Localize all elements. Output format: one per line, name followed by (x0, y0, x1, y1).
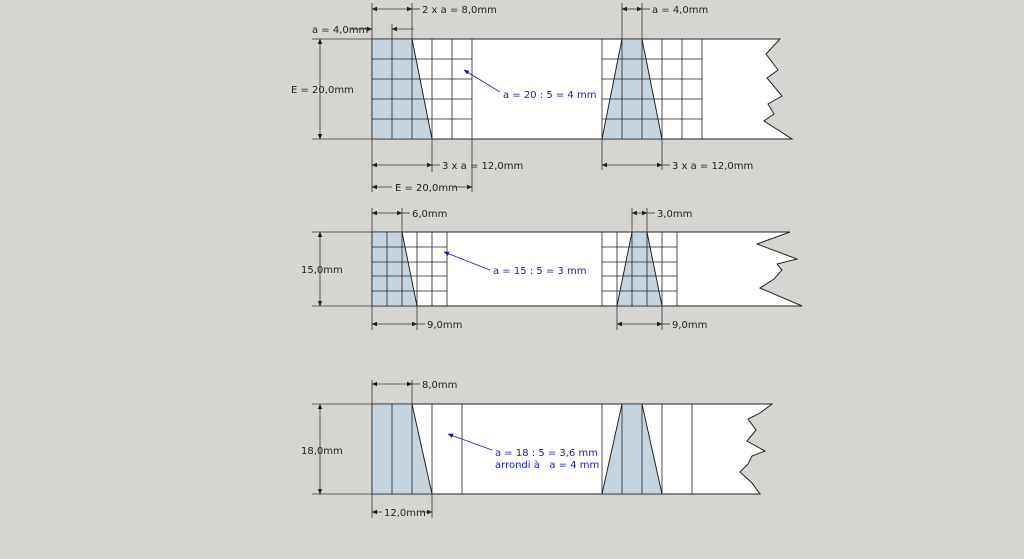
note-3-line-1: a = 18 : 5 = 3,6 mm (495, 448, 598, 459)
dim-2a-top-1: 2 x a = 8,0mm (422, 5, 497, 16)
dim-3a-right-1: 3 x a = 12,0mm (672, 161, 754, 172)
dim-top-right-2: 3,0mm (657, 209, 693, 220)
note-2: a = 15 : 5 = 3 mm (493, 266, 587, 277)
dim-bottom-left-3: 12,0mm (384, 508, 426, 519)
board-2 (372, 232, 802, 306)
dim-top-left-2: 6,0mm (412, 209, 448, 220)
dim-top-left-3: 8,0mm (422, 380, 458, 391)
dim-a-left-1: a = 4,0mm (312, 25, 369, 36)
diagram-3 (301, 380, 772, 519)
dim-height-2: 15,0mm (301, 265, 343, 276)
dim-E-bottom-1: E = 20,0mm (395, 183, 458, 194)
board-1 (372, 39, 792, 139)
dim-E-left-1: E = 20,0mm (291, 85, 354, 96)
dim-a-right-1: a = 4,0mm (652, 5, 709, 16)
note-3-line-2: arrondi à a = 4 mm (495, 460, 600, 471)
diagram-2 (301, 208, 802, 331)
dim-bottom-right-2: 9,0mm (672, 320, 708, 331)
dim-bottom-left-2: 9,0mm (427, 320, 463, 331)
note-1: a = 20 : 5 = 4 mm (503, 90, 597, 101)
dim-3a-left-1: 3 x a = 12,0mm (442, 161, 524, 172)
dim-height-3: 18,0mm (301, 446, 343, 457)
diagram-1 (291, 3, 792, 194)
